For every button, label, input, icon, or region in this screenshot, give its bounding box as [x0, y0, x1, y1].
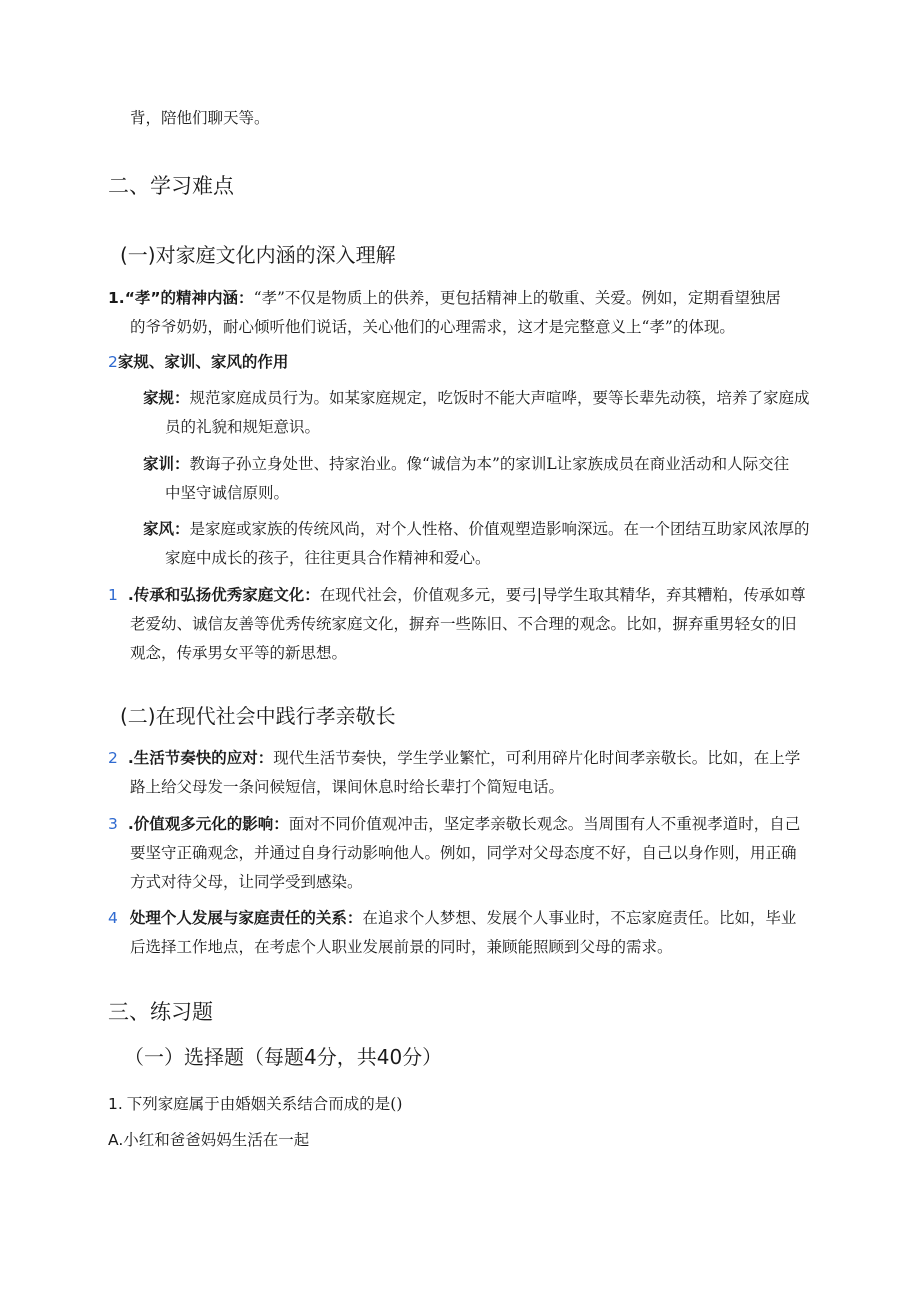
question-text: 下列家庭属于由婚姻关系结合而成的是()	[126, 1095, 403, 1113]
item-jiazhiguan-cont1: 要坚守正确观念，并通过自身行动影响他人。例如，同学对父母态度不好，自己以身作则，用正确	[130, 844, 797, 862]
section3-sub1-title: （一）选择题（每题4分，共40分）	[124, 1045, 443, 1069]
item-text: “孝”不仅是物质上的供养，更包括精神上的敬重、关爱。例如，定期看望独居	[253, 289, 781, 307]
item-fazhan	[108, 908, 796, 928]
item-number: 4	[108, 909, 118, 927]
item-text: 现代生活节奏快，学生学业繁忙，可利用碎片化时间孝亲敬长。比如，在上学	[273, 749, 801, 767]
item-number: 2	[108, 749, 118, 767]
option-letter: A.	[108, 1131, 124, 1149]
top-line: 背，陪他们聊天等。	[130, 109, 270, 127]
item-jiagui-heading	[108, 352, 288, 372]
sub-item-label: 家训：	[143, 455, 190, 473]
sub-item-jiagui	[143, 388, 810, 408]
item-text: 在追求个人梦想、发展个人事业时，不忘家庭责任。比如，毕业	[362, 909, 797, 927]
sub-item-label: 家风：	[143, 520, 190, 538]
item-chuancheng	[108, 585, 806, 605]
item-text: 面对不同价值观冲击，坚定孝亲敬长观念。当周围有人不重视孝道时，自己	[288, 815, 801, 833]
item-label: 处理个人发展与家庭责任的关系：	[129, 909, 363, 927]
item-chuancheng-cont2: 观念，传承男女平等的新思想。	[130, 644, 348, 662]
option-a	[108, 1130, 309, 1150]
sub-item-text: 教诲子孙立身处世、持家治业。像“诚信为本”的家训L让家族成员在商业活动和人际交往	[189, 455, 790, 473]
item-text: 在现代社会，价值观多元，要弓|导学生取其精华，弃其糟粕，传承如尊	[319, 586, 806, 604]
item-label: “孝”的精神内涵：	[124, 289, 254, 307]
sub-item-text: 是家庭或家族的传统风尚，对个人性格、价值观塑造影响深远。在一个团结互助家风浓厚的	[189, 520, 810, 538]
question-number: 1.	[108, 1095, 123, 1113]
sub-item-jiagui-cont: 员的礼貌和规矩意识。	[165, 418, 321, 436]
sub-item-text: 规范家庭成员行为。如某家庭规定，吃饭时不能大声喧哗，要等长辈先动筷，培养了家庭成	[189, 389, 810, 407]
item-number: 3	[108, 815, 118, 833]
item-chuancheng-cont1: 老爱幼、诚信友善等优秀传统家庭文化，摒弃一些陈旧、不合理的观念。比如，摒弃重男轻女的旧	[130, 615, 797, 633]
item-xiao	[108, 288, 781, 308]
option-text: 小红和爸爸妈妈生活在一起	[123, 1131, 310, 1149]
item-label: .生活节奏快的应对：	[127, 749, 274, 767]
section2-sub1-title: (一)对家庭文化内涵的深入理解	[120, 243, 396, 267]
item-xiao-cont: 的爷爷奶奶，耐心倾听他们说话，关心他们的心理需求，这才是完整意义上“孝”的体现。	[130, 318, 735, 336]
section2-sub2-title: (二)在现代社会中践行孝亲敬长	[120, 704, 396, 728]
item-label: .价值观多元化的影响：	[127, 815, 289, 833]
sub-item-jiafeng	[143, 519, 810, 539]
question-1	[108, 1094, 402, 1114]
sub-item-jiaxun-cont: 中坚守诚信原则。	[165, 484, 290, 502]
item-label: 家规、家训、家风的作用	[117, 353, 289, 371]
item-jiazhiguan-cont2: 方式对待父母，让同学受到感染。	[130, 873, 363, 891]
item-jiezou	[108, 748, 800, 768]
item-fazhan-cont: 后选择工作地点，在考虑个人职业发展前景的同时，兼顾能照顾到父母的需求。	[130, 938, 673, 956]
sub-item-label: 家规：	[143, 389, 190, 407]
sub-item-jiaxun	[143, 454, 789, 474]
sub-item-jiafeng-cont: 家庭中成长的孩子，往往更具合作精神和爱心。	[165, 549, 491, 567]
section2-title: 二、学习难点	[108, 174, 234, 198]
item-label: .传承和弘扬优秀家庭文化：	[127, 586, 320, 604]
item-jiazhiguan	[108, 814, 800, 834]
item-number: 1.	[108, 289, 125, 307]
item-jiezou-cont: 路上给父母发一条问候短信，课间休息时给长辈打个简短电话。	[130, 778, 565, 796]
item-number: 2	[108, 353, 118, 371]
item-number: 1	[108, 586, 118, 604]
section3-title: 三、练习题	[108, 1000, 213, 1024]
